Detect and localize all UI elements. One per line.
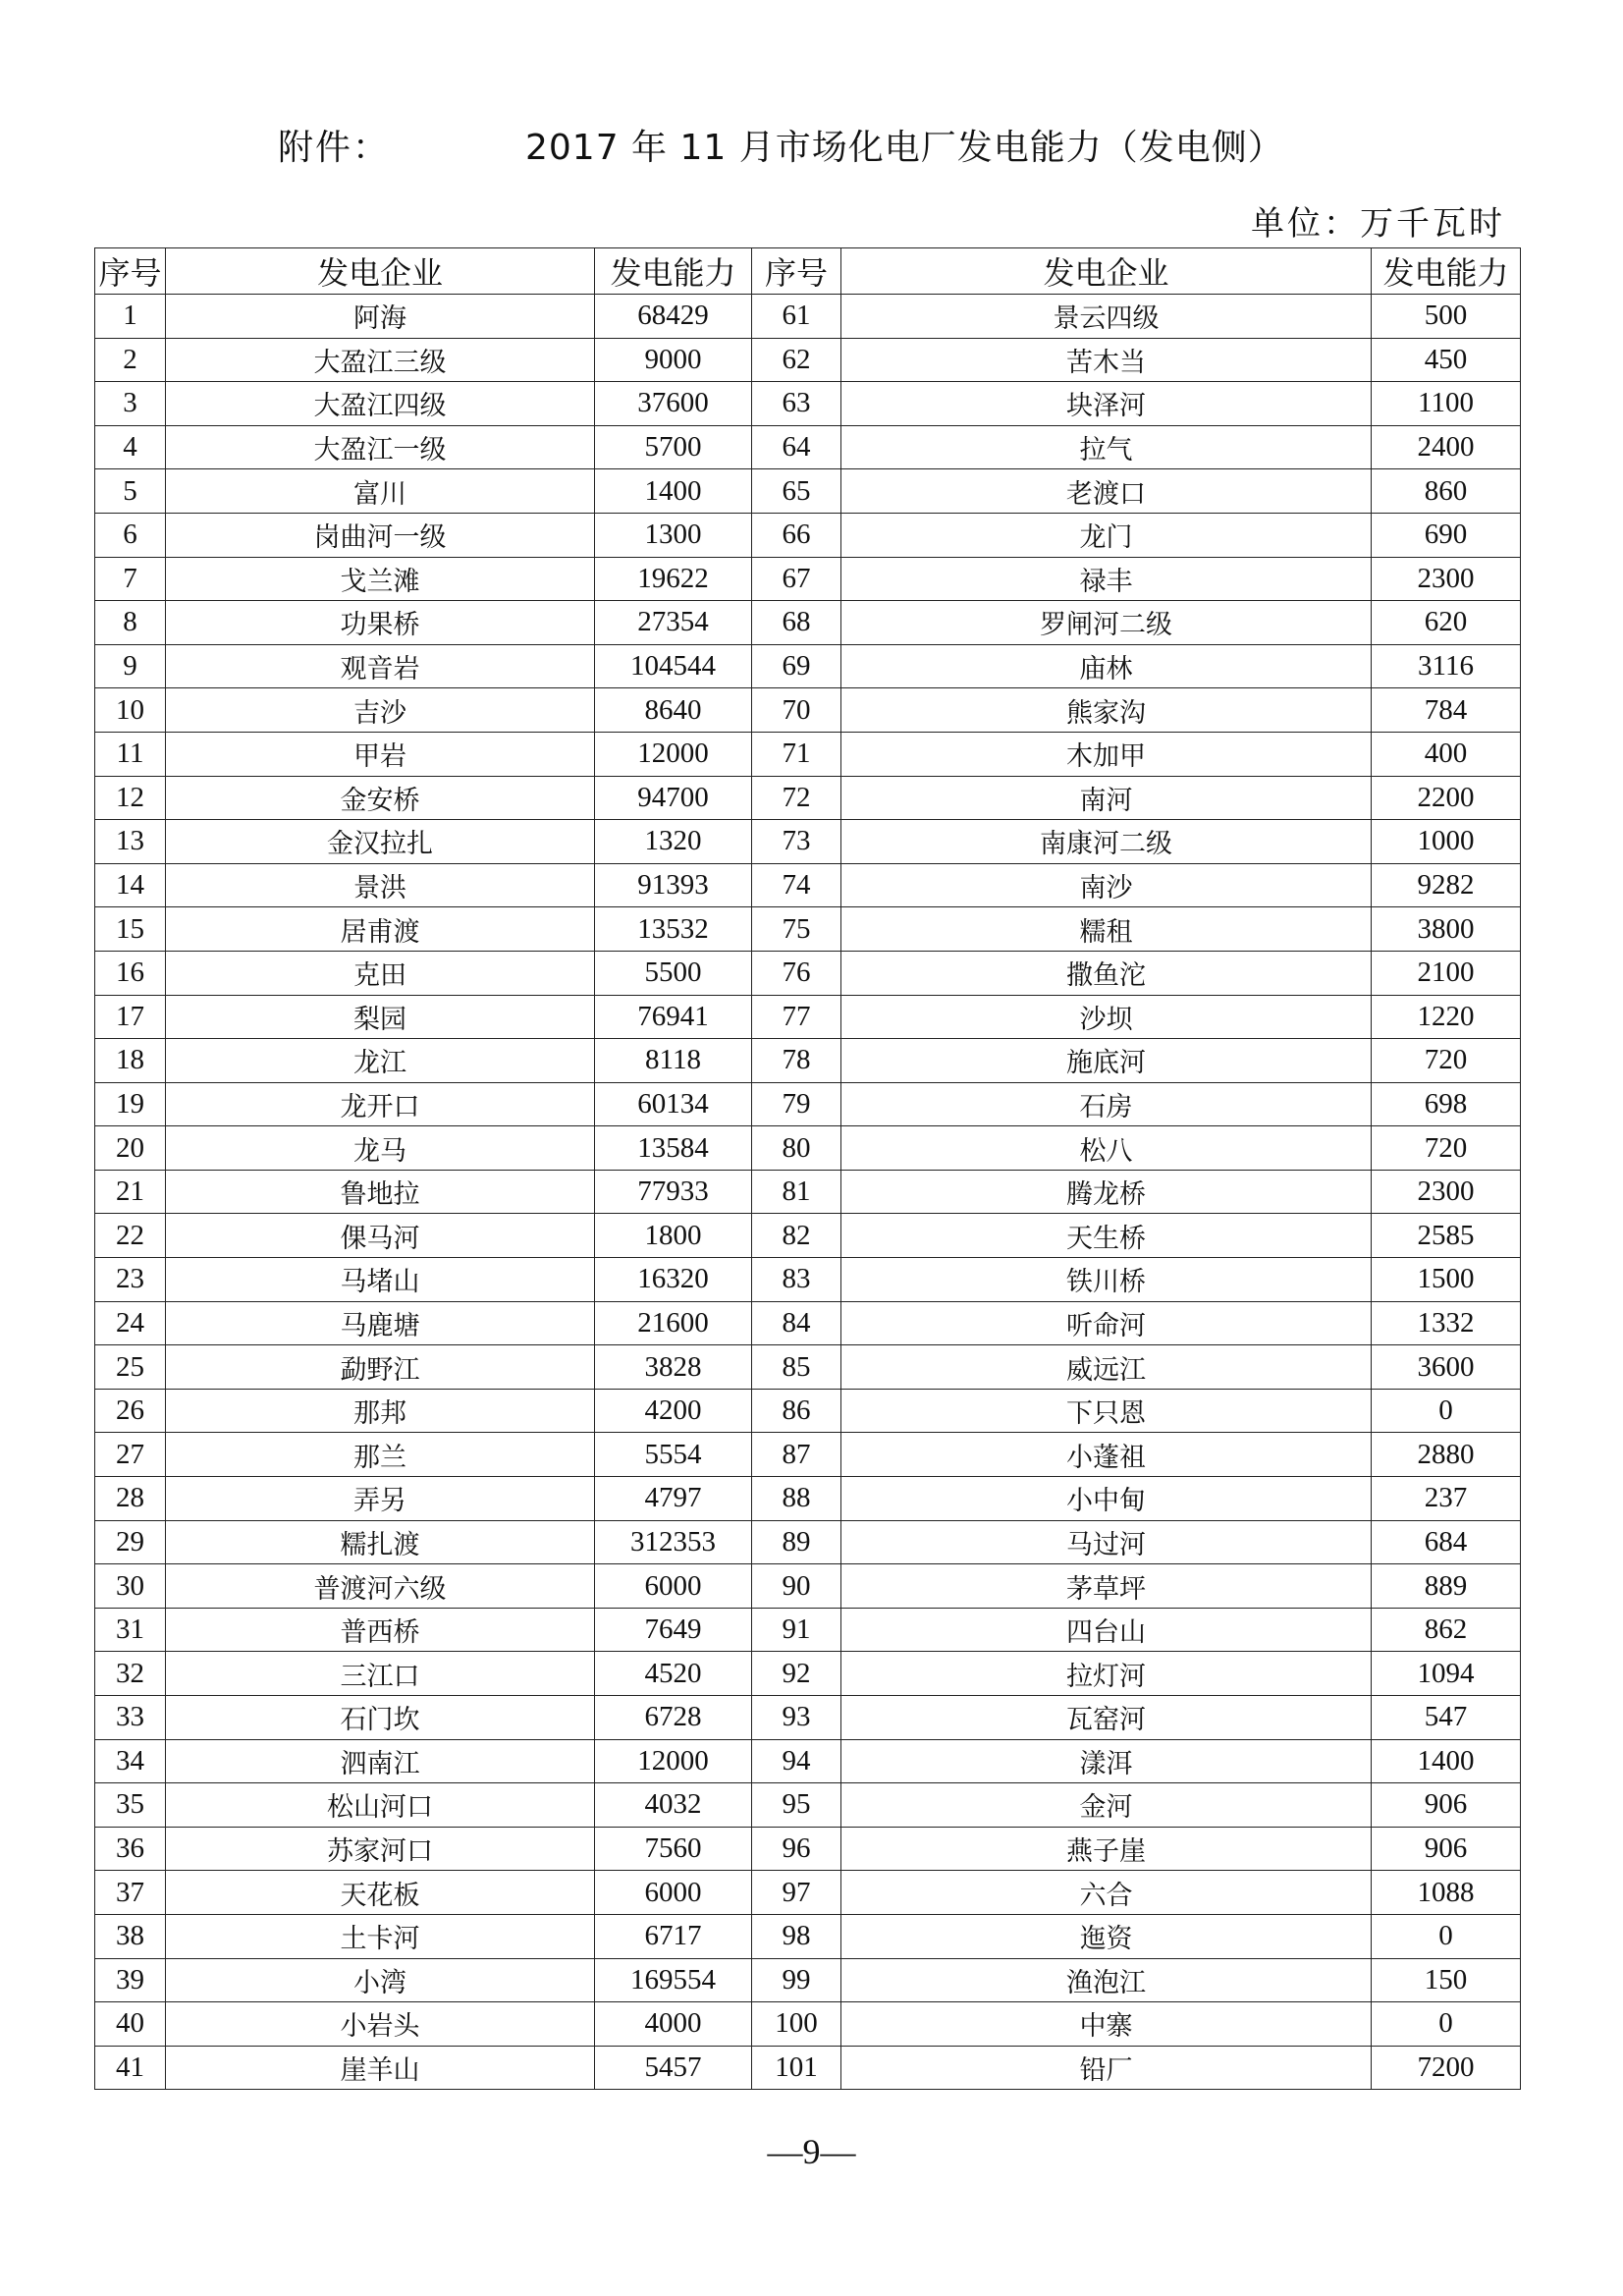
row-index: 67 <box>752 557 841 601</box>
capacity-value: 2400 <box>1372 425 1521 469</box>
row-index: 70 <box>752 688 841 733</box>
column-header: 序号 <box>95 248 166 295</box>
table-row <box>95 1389 1521 1433</box>
row-index: 39 <box>95 1958 166 2002</box>
capacity-value: 1220 <box>1372 995 1521 1039</box>
company-name: 甲岩 <box>166 732 595 776</box>
table-row <box>95 644 1521 688</box>
company-name: 铅厂 <box>841 2046 1372 2090</box>
capacity-value: 150 <box>1372 1958 1521 2002</box>
row-index: 71 <box>752 732 841 776</box>
capacity-value: 3600 <box>1372 1345 1521 1390</box>
capacity-value: 9000 <box>595 338 752 382</box>
row-index: 9 <box>95 644 166 688</box>
company-name: 漾洱 <box>841 1739 1372 1783</box>
company-name: 南康河二级 <box>841 820 1372 864</box>
capacity-value: 906 <box>1372 1783 1521 1828</box>
row-index: 93 <box>752 1696 841 1740</box>
table-row <box>95 469 1521 514</box>
row-index: 23 <box>95 1258 166 1302</box>
row-index: 99 <box>752 1958 841 2002</box>
table-row <box>95 1258 1521 1302</box>
table-row <box>95 1433 1521 1477</box>
company-name: 龙江 <box>166 1039 595 1083</box>
row-index: 34 <box>95 1739 166 1783</box>
row-index: 18 <box>95 1039 166 1083</box>
row-index: 24 <box>95 1301 166 1345</box>
row-index: 74 <box>752 863 841 907</box>
page-number: —9— <box>767 2132 856 2171</box>
capacity-value: 4032 <box>595 1783 752 1828</box>
row-index: 16 <box>95 951 166 995</box>
row-index: 12 <box>95 776 166 820</box>
company-name: 弄另 <box>166 1477 595 1521</box>
row-index: 86 <box>752 1389 841 1433</box>
row-index: 6 <box>95 513 166 557</box>
table-row <box>95 951 1521 995</box>
row-index: 14 <box>95 863 166 907</box>
row-index: 19 <box>95 1082 166 1126</box>
row-index: 8 <box>95 601 166 645</box>
company-name: 燕子崖 <box>841 1827 1372 1871</box>
row-index: 85 <box>752 1345 841 1390</box>
table-row <box>95 2002 1521 2047</box>
table-row <box>95 1564 1521 1609</box>
company-name: 老渡口 <box>841 469 1372 514</box>
row-index: 26 <box>95 1389 166 1433</box>
capacity-value: 237 <box>1372 1477 1521 1521</box>
capacity-value: 312353 <box>595 1520 752 1564</box>
row-index: 11 <box>95 732 166 776</box>
company-name: 倮马河 <box>166 1214 595 1258</box>
row-index: 61 <box>752 295 841 339</box>
capacity-value: 6000 <box>595 1871 752 1915</box>
company-name: 大盈江三级 <box>166 338 595 382</box>
unit-label: 单位：万千瓦时 <box>1251 204 1505 244</box>
company-name: 下只恩 <box>841 1389 1372 1433</box>
company-name: 撒鱼沱 <box>841 951 1372 995</box>
company-name: 马鹿塘 <box>166 1301 595 1345</box>
capacity-value: 4797 <box>595 1477 752 1521</box>
capacity-value: 68429 <box>595 295 752 339</box>
row-index: 90 <box>752 1564 841 1609</box>
row-index: 5 <box>95 469 166 514</box>
table-row <box>95 1520 1521 1564</box>
row-index: 22 <box>95 1214 166 1258</box>
company-name: 居甫渡 <box>166 907 595 952</box>
company-name: 木加甲 <box>841 732 1372 776</box>
table-row <box>95 2046 1521 2090</box>
capacity-value: 1400 <box>595 469 752 514</box>
capacity-value: 1332 <box>1372 1301 1521 1345</box>
capacity-value: 4000 <box>595 2002 752 2047</box>
capacity-value: 13532 <box>595 907 752 952</box>
capacity-value: 91393 <box>595 863 752 907</box>
company-name: 戈兰滩 <box>166 557 595 601</box>
row-index: 3 <box>95 382 166 426</box>
row-index: 95 <box>752 1783 841 1828</box>
table-row <box>95 382 1521 426</box>
capacity-value: 4200 <box>595 1389 752 1433</box>
capacity-value: 7649 <box>595 1608 752 1652</box>
company-name: 南河 <box>841 776 1372 820</box>
row-index: 77 <box>752 995 841 1039</box>
row-index: 92 <box>752 1652 841 1696</box>
capacity-value: 104544 <box>595 644 752 688</box>
table-row <box>95 557 1521 601</box>
row-index: 30 <box>95 1564 166 1609</box>
capacity-value: 2880 <box>1372 1433 1521 1477</box>
capacity-value: 7560 <box>595 1827 752 1871</box>
company-name: 小湾 <box>166 1958 595 2002</box>
company-name: 听命河 <box>841 1301 1372 1345</box>
capacity-value: 400 <box>1372 732 1521 776</box>
row-index: 4 <box>95 425 166 469</box>
company-name: 金河 <box>841 1783 1372 1828</box>
row-index: 40 <box>95 2002 166 2047</box>
table-row <box>95 1214 1521 1258</box>
company-name: 龙开口 <box>166 1082 595 1126</box>
column-header: 发电能力 <box>1372 248 1521 295</box>
company-name: 渔泡江 <box>841 1958 1372 2002</box>
capacity-table <box>94 247 1521 2090</box>
table-row <box>95 1914 1521 1958</box>
row-index: 98 <box>752 1914 841 1958</box>
capacity-value: 6717 <box>595 1914 752 1958</box>
capacity-value: 784 <box>1372 688 1521 733</box>
capacity-value: 1094 <box>1372 1652 1521 1696</box>
row-index: 75 <box>752 907 841 952</box>
table-row <box>95 1301 1521 1345</box>
page-title: 2017 年 11 月市场化电厂发电能力（发电侧） <box>525 128 1284 168</box>
row-index: 32 <box>95 1652 166 1696</box>
capacity-value: 2100 <box>1372 951 1521 995</box>
company-name: 勐野江 <box>166 1345 595 1390</box>
capacity-value: 37600 <box>595 382 752 426</box>
row-index: 1 <box>95 295 166 339</box>
company-name: 阿海 <box>166 295 595 339</box>
table-row <box>95 1608 1521 1652</box>
capacity-value: 1100 <box>1372 382 1521 426</box>
row-index: 29 <box>95 1520 166 1564</box>
capacity-value: 60134 <box>595 1082 752 1126</box>
capacity-value: 3800 <box>1372 907 1521 952</box>
company-name: 土卡河 <box>166 1914 595 1958</box>
table-row <box>95 1652 1521 1696</box>
company-name: 那兰 <box>166 1433 595 1477</box>
table-row <box>95 1827 1521 1871</box>
capacity-value: 720 <box>1372 1126 1521 1171</box>
company-name: 泗南江 <box>166 1739 595 1783</box>
capacity-value: 1400 <box>1372 1739 1521 1783</box>
capacity-value: 4520 <box>595 1652 752 1696</box>
company-name: 庙林 <box>841 644 1372 688</box>
capacity-value: 6000 <box>595 1564 752 1609</box>
capacity-value: 94700 <box>595 776 752 820</box>
table-row <box>95 1958 1521 2002</box>
row-index: 33 <box>95 1696 166 1740</box>
row-index: 82 <box>752 1214 841 1258</box>
capacity-value: 0 <box>1372 1389 1521 1433</box>
company-name: 沙坝 <box>841 995 1372 1039</box>
company-name: 铁川桥 <box>841 1258 1372 1302</box>
company-name: 松山河口 <box>166 1783 595 1828</box>
row-index: 89 <box>752 1520 841 1564</box>
company-name: 瓦窑河 <box>841 1696 1372 1740</box>
table-row <box>95 995 1521 1039</box>
table-row <box>95 1126 1521 1171</box>
capacity-value: 6728 <box>595 1696 752 1740</box>
column-header: 发电企业 <box>166 248 595 295</box>
row-index: 38 <box>95 1914 166 1958</box>
capacity-value: 547 <box>1372 1696 1521 1740</box>
row-index: 20 <box>95 1126 166 1171</box>
column-header: 序号 <box>752 248 841 295</box>
capacity-value: 5700 <box>595 425 752 469</box>
row-index: 28 <box>95 1477 166 1521</box>
company-name: 六合 <box>841 1871 1372 1915</box>
company-name: 普西桥 <box>166 1608 595 1652</box>
table-row <box>95 1696 1521 1740</box>
row-index: 68 <box>752 601 841 645</box>
row-index: 36 <box>95 1827 166 1871</box>
row-index: 80 <box>752 1126 841 1171</box>
table-row <box>95 1477 1521 1521</box>
company-name: 苏家河口 <box>166 1827 595 1871</box>
table-row <box>95 863 1521 907</box>
row-index: 101 <box>752 2046 841 2090</box>
company-name: 龙门 <box>841 513 1372 557</box>
company-name: 拉气 <box>841 425 1372 469</box>
row-index: 69 <box>752 644 841 688</box>
capacity-value: 12000 <box>595 1739 752 1783</box>
row-index: 17 <box>95 995 166 1039</box>
row-index: 13 <box>95 820 166 864</box>
row-index: 2 <box>95 338 166 382</box>
capacity-value: 1800 <box>595 1214 752 1258</box>
company-name: 克田 <box>166 951 595 995</box>
company-name: 马过河 <box>841 1520 1372 1564</box>
capacity-value: 13584 <box>595 1126 752 1171</box>
company-name: 糯租 <box>841 907 1372 952</box>
capacity-value: 698 <box>1372 1082 1521 1126</box>
company-name: 那邦 <box>166 1389 595 1433</box>
company-name: 拉灯河 <box>841 1652 1372 1696</box>
capacity-value: 2585 <box>1372 1214 1521 1258</box>
row-index: 7 <box>95 557 166 601</box>
company-name: 块泽河 <box>841 382 1372 426</box>
company-name: 天花板 <box>166 1871 595 1915</box>
company-name: 崖羊山 <box>166 2046 595 2090</box>
row-index: 94 <box>752 1739 841 1783</box>
table-row <box>95 1039 1521 1083</box>
capacity-value: 720 <box>1372 1039 1521 1083</box>
table-row <box>95 1345 1521 1390</box>
table-row <box>95 425 1521 469</box>
company-name: 小中甸 <box>841 1477 1372 1521</box>
capacity-value: 5457 <box>595 2046 752 2090</box>
table-row <box>95 295 1521 339</box>
company-name: 吉沙 <box>166 688 595 733</box>
capacity-value: 9282 <box>1372 863 1521 907</box>
company-name: 岗曲河一级 <box>166 513 595 557</box>
capacity-value: 0 <box>1372 1914 1521 1958</box>
company-name: 鲁地拉 <box>166 1170 595 1214</box>
row-index: 83 <box>752 1258 841 1302</box>
row-index: 79 <box>752 1082 841 1126</box>
company-name: 中寨 <box>841 2002 1372 2047</box>
capacity-value: 690 <box>1372 513 1521 557</box>
capacity-value: 684 <box>1372 1520 1521 1564</box>
capacity-value: 1320 <box>595 820 752 864</box>
capacity-value: 889 <box>1372 1564 1521 1609</box>
capacity-value: 1088 <box>1372 1871 1521 1915</box>
row-index: 63 <box>752 382 841 426</box>
table-row <box>95 1871 1521 1915</box>
table-row <box>95 513 1521 557</box>
row-index: 96 <box>752 1827 841 1871</box>
capacity-value: 8118 <box>595 1039 752 1083</box>
row-index: 62 <box>752 338 841 382</box>
company-name: 大盈江一级 <box>166 425 595 469</box>
company-name: 南沙 <box>841 863 1372 907</box>
capacity-value: 5554 <box>595 1433 752 1477</box>
company-name: 富川 <box>166 469 595 514</box>
row-index: 25 <box>95 1345 166 1390</box>
company-name: 松八 <box>841 1126 1372 1171</box>
row-index: 97 <box>752 1871 841 1915</box>
capacity-value: 1000 <box>1372 820 1521 864</box>
capacity-value: 169554 <box>595 1958 752 2002</box>
table-row <box>95 688 1521 733</box>
company-name: 禄丰 <box>841 557 1372 601</box>
row-index: 37 <box>95 1871 166 1915</box>
table-row <box>95 1082 1521 1126</box>
table-row <box>95 732 1521 776</box>
capacity-value: 19622 <box>595 557 752 601</box>
company-name: 景洪 <box>166 863 595 907</box>
company-name: 石房 <box>841 1082 1372 1126</box>
attachment-label: 附件： <box>278 128 391 168</box>
row-index: 21 <box>95 1170 166 1214</box>
table-row <box>95 601 1521 645</box>
table-row <box>95 907 1521 952</box>
capacity-value: 21600 <box>595 1301 752 1345</box>
company-name: 龙马 <box>166 1126 595 1171</box>
row-index: 81 <box>752 1170 841 1214</box>
row-index: 84 <box>752 1301 841 1345</box>
capacity-value: 1300 <box>595 513 752 557</box>
company-name: 糯扎渡 <box>166 1520 595 1564</box>
company-name: 大盈江四级 <box>166 382 595 426</box>
company-name: 茅草坪 <box>841 1564 1372 1609</box>
capacity-value: 76941 <box>595 995 752 1039</box>
row-index: 88 <box>752 1477 841 1521</box>
row-index: 35 <box>95 1783 166 1828</box>
capacity-value: 0 <box>1372 2002 1521 2047</box>
table-row <box>95 1170 1521 1214</box>
capacity-value: 12000 <box>595 732 752 776</box>
capacity-value: 3116 <box>1372 644 1521 688</box>
table-row <box>95 820 1521 864</box>
row-index: 87 <box>752 1433 841 1477</box>
company-name: 金汉拉扎 <box>166 820 595 864</box>
company-name: 四台山 <box>841 1608 1372 1652</box>
table-row <box>95 1783 1521 1828</box>
table-row <box>95 338 1521 382</box>
capacity-value: 906 <box>1372 1827 1521 1871</box>
company-name: 石门坎 <box>166 1696 595 1740</box>
company-name: 天生桥 <box>841 1214 1372 1258</box>
company-name: 腾龙桥 <box>841 1170 1372 1214</box>
company-name: 小蓬祖 <box>841 1433 1372 1477</box>
row-index: 91 <box>752 1608 841 1652</box>
company-name: 施底河 <box>841 1039 1372 1083</box>
column-header: 发电企业 <box>841 248 1372 295</box>
company-name: 罗闸河二级 <box>841 601 1372 645</box>
company-name: 苦木当 <box>841 338 1372 382</box>
table-row <box>95 1739 1521 1783</box>
capacity-value: 2300 <box>1372 557 1521 601</box>
capacity-value: 16320 <box>595 1258 752 1302</box>
row-index: 15 <box>95 907 166 952</box>
column-header: 发电能力 <box>595 248 752 295</box>
row-index: 72 <box>752 776 841 820</box>
capacity-value: 2200 <box>1372 776 1521 820</box>
capacity-value: 5500 <box>595 951 752 995</box>
row-index: 10 <box>95 688 166 733</box>
row-index: 64 <box>752 425 841 469</box>
capacity-value: 77933 <box>595 1170 752 1214</box>
table-header-row <box>95 248 1521 295</box>
company-name: 功果桥 <box>166 601 595 645</box>
capacity-value: 7200 <box>1372 2046 1521 2090</box>
capacity-value: 1500 <box>1372 1258 1521 1302</box>
row-index: 66 <box>752 513 841 557</box>
row-index: 100 <box>752 2002 841 2047</box>
company-name: 迤资 <box>841 1914 1372 1958</box>
company-name: 普渡河六级 <box>166 1564 595 1609</box>
capacity-value: 3828 <box>595 1345 752 1390</box>
company-name: 观音岩 <box>166 644 595 688</box>
capacity-value: 2300 <box>1372 1170 1521 1214</box>
row-index: 65 <box>752 469 841 514</box>
row-index: 27 <box>95 1433 166 1477</box>
company-name: 熊家沟 <box>841 688 1372 733</box>
row-index: 73 <box>752 820 841 864</box>
capacity-value: 8640 <box>595 688 752 733</box>
capacity-value: 450 <box>1372 338 1521 382</box>
company-name: 马堵山 <box>166 1258 595 1302</box>
company-name: 三江口 <box>166 1652 595 1696</box>
company-name: 景云四级 <box>841 295 1372 339</box>
company-name: 金安桥 <box>166 776 595 820</box>
capacity-value: 500 <box>1372 295 1521 339</box>
capacity-value: 620 <box>1372 601 1521 645</box>
company-name: 小岩头 <box>166 2002 595 2047</box>
capacity-value: 27354 <box>595 601 752 645</box>
row-index: 31 <box>95 1608 166 1652</box>
row-index: 78 <box>752 1039 841 1083</box>
capacity-value: 860 <box>1372 469 1521 514</box>
row-index: 41 <box>95 2046 166 2090</box>
company-name: 威远江 <box>841 1345 1372 1390</box>
row-index: 76 <box>752 951 841 995</box>
capacity-value: 862 <box>1372 1608 1521 1652</box>
company-name: 梨园 <box>166 995 595 1039</box>
table-row <box>95 776 1521 820</box>
